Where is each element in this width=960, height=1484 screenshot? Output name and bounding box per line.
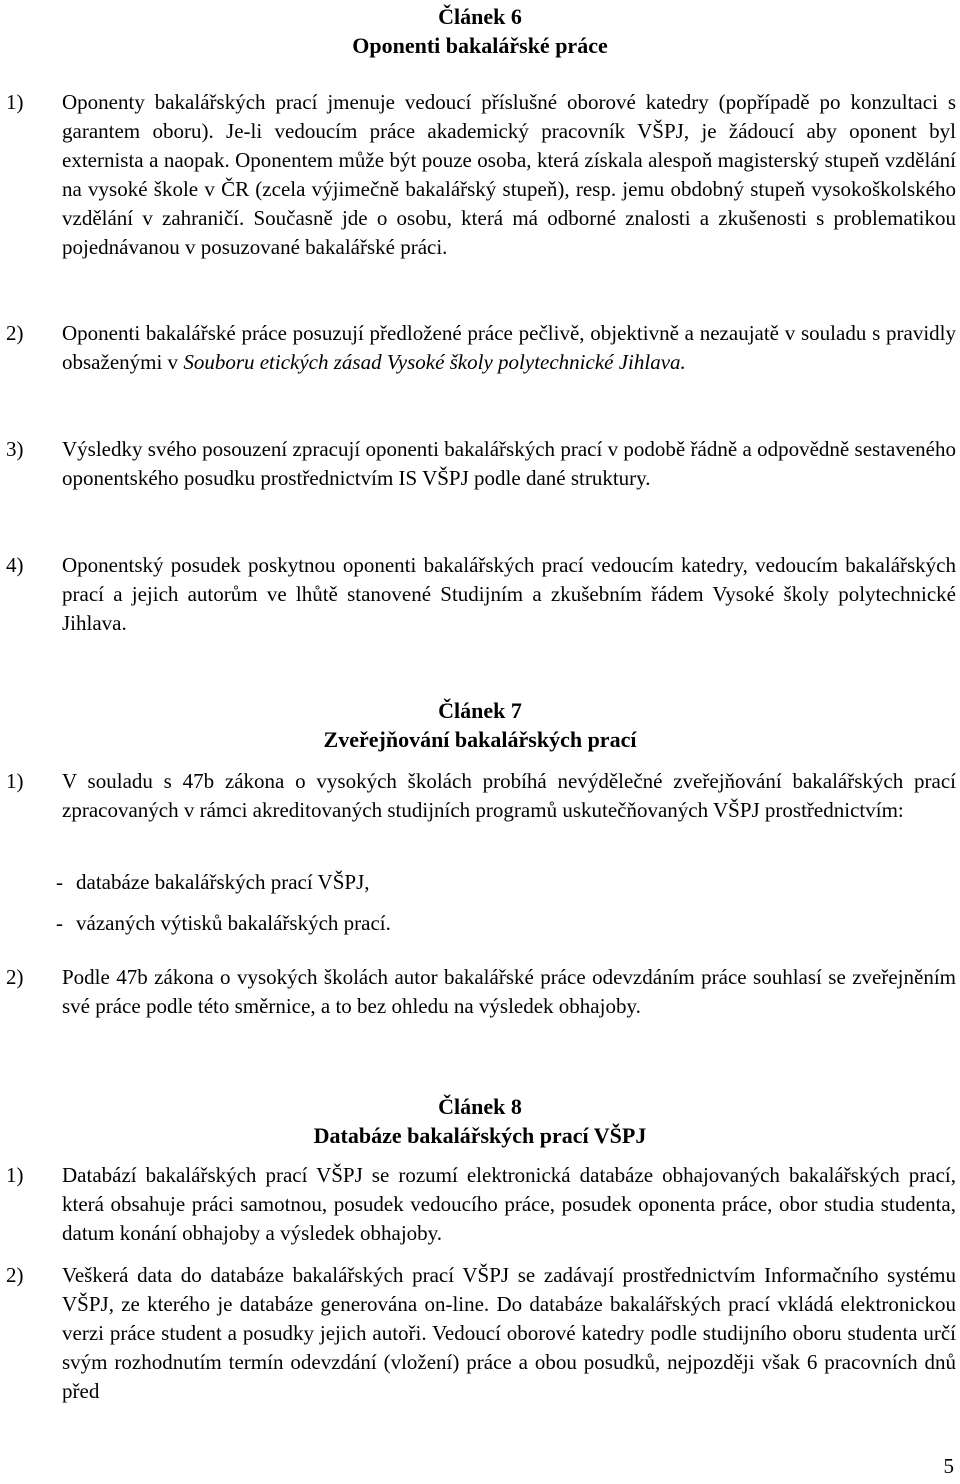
article-7-number: Článek 7 bbox=[438, 698, 522, 723]
page-number: 5 bbox=[943, 1454, 954, 1478]
dash-mark: - bbox=[56, 870, 63, 894]
article-7-title: Zveřejňování bakalářských prací bbox=[323, 727, 637, 752]
item-number: 1) bbox=[6, 769, 24, 793]
article-6-item-1 bbox=[6, 88, 956, 262]
item-text: Oponentský posudek poskytnou oponenti bakalářských prací vedoucím katedry, vedoucím bakalářských prací a jejich autorům ve lhůtě stanovené Studijním a zkušebním řádem Vysoké školy polytechnické Jihlava. bbox=[62, 553, 956, 635]
item-number: 2) bbox=[6, 965, 24, 989]
article-7-item-2 bbox=[6, 963, 956, 1021]
item-number: 1) bbox=[6, 1163, 24, 1187]
article-6-item-3 bbox=[6, 435, 956, 493]
item-text: V souladu s 47b zákona o vysokých školách probíhá nevýdělečné zveřejňování bakalářských prací zpracovaných v rámci akreditovaných studijních programů uskutečňovaných VŠPJ prostřednictvím: bbox=[62, 769, 956, 822]
item-number: 2) bbox=[6, 1263, 24, 1287]
item-text: Oponenty bakalářských prací jmenuje vedoucí příslušné oborové katedry (popřípadě po konzultaci s garantem oboru). Je-li vedoucím práce akademický pracovník VŠPJ, je žádoucí aby oponent byl externista a naopak. Oponentem může být pouze osoba, která získala alespoň magisterský stupeň vzdělání na vysoké škole v ČR (zcela výjimečně bakalářský stupeň), resp. jemu obdobný stupeň vysokoškolského vzdělání v zahraničí. Současně jde o osobu, která má odborné znalosti a zkušenosti s problematikou pojednávanou v posuzované bakalářské práci. bbox=[62, 90, 956, 259]
dash-mark: - bbox=[56, 911, 63, 935]
article-6-title: Oponenti bakalářské práce bbox=[352, 33, 608, 58]
item-number: 4) bbox=[6, 553, 24, 577]
article-6-item-4 bbox=[6, 551, 956, 638]
item-text: Veškerá data do databáze bakalářských prací VŠPJ se zadávají prostřednictvím Informačního systému VŠPJ, ze kterého je databáze generována on-line. Do databáze bakalářských prací vkládá elektronickou verzi práce student a posudky jejich autoři. Vedoucí oborové katedry podle studijního oboru studenta určí svým rozhodnutím termín odevzdání (vložení) práce a obou posudků, nejpozději však 6 pracovních dnů před bbox=[62, 1263, 956, 1403]
item-text: Databází bakalářských prací VŠPJ se rozumí elektronická databáze obhajovaných bakalářských prací, která obsahuje práci samotnou, posudek vedoucího práce, posudek oponenta práce, obor studia studenta, datum konání obhajoby a výsledek obhajoby. bbox=[62, 1163, 956, 1245]
article-6-number: Článek 6 bbox=[438, 4, 522, 29]
article-6-item-2 bbox=[6, 319, 956, 377]
article-8-item-2 bbox=[6, 1261, 956, 1406]
dash-item-1 bbox=[56, 868, 370, 897]
item-number: 1) bbox=[6, 90, 24, 114]
item-number: 2) bbox=[6, 321, 24, 345]
item-text-italic: Souboru etických zásad Vysoké školy polytechnické Jihlava. bbox=[183, 350, 686, 374]
item-text bbox=[62, 319, 956, 377]
article-7-item-1 bbox=[6, 767, 956, 825]
dash-item-2 bbox=[56, 909, 391, 938]
article-8-title: Databáze bakalářských prací VŠPJ bbox=[313, 1123, 647, 1148]
item-text-regular: Oponenti bakalářské práce posuzují předložené práce pečlivě, objektivně a nezaujatě v souladu s pravidly obsaženými v bbox=[62, 321, 956, 374]
item-text: Výsledky svého posouzení zpracují oponenti bakalářských prací v podobě řádně a odpovědně sestaveného oponentského posudku prostřednictvím IS VŠPJ podle dané struktury. bbox=[62, 437, 956, 490]
dash-text: vázaných výtisků bakalářských prací. bbox=[76, 911, 391, 935]
dash-text: databáze bakalářských prací VŠPJ, bbox=[76, 870, 370, 894]
article-8-number: Článek 8 bbox=[438, 1094, 522, 1119]
item-text: Podle 47b zákona o vysokých školách autor bakalářské práce odevzdáním práce souhlasí se zveřejněním své práce podle této směrnice, a to bez ohledu na výsledek obhajoby. bbox=[62, 965, 956, 1018]
article-8-item-1 bbox=[6, 1161, 956, 1248]
item-number: 3) bbox=[6, 437, 24, 461]
